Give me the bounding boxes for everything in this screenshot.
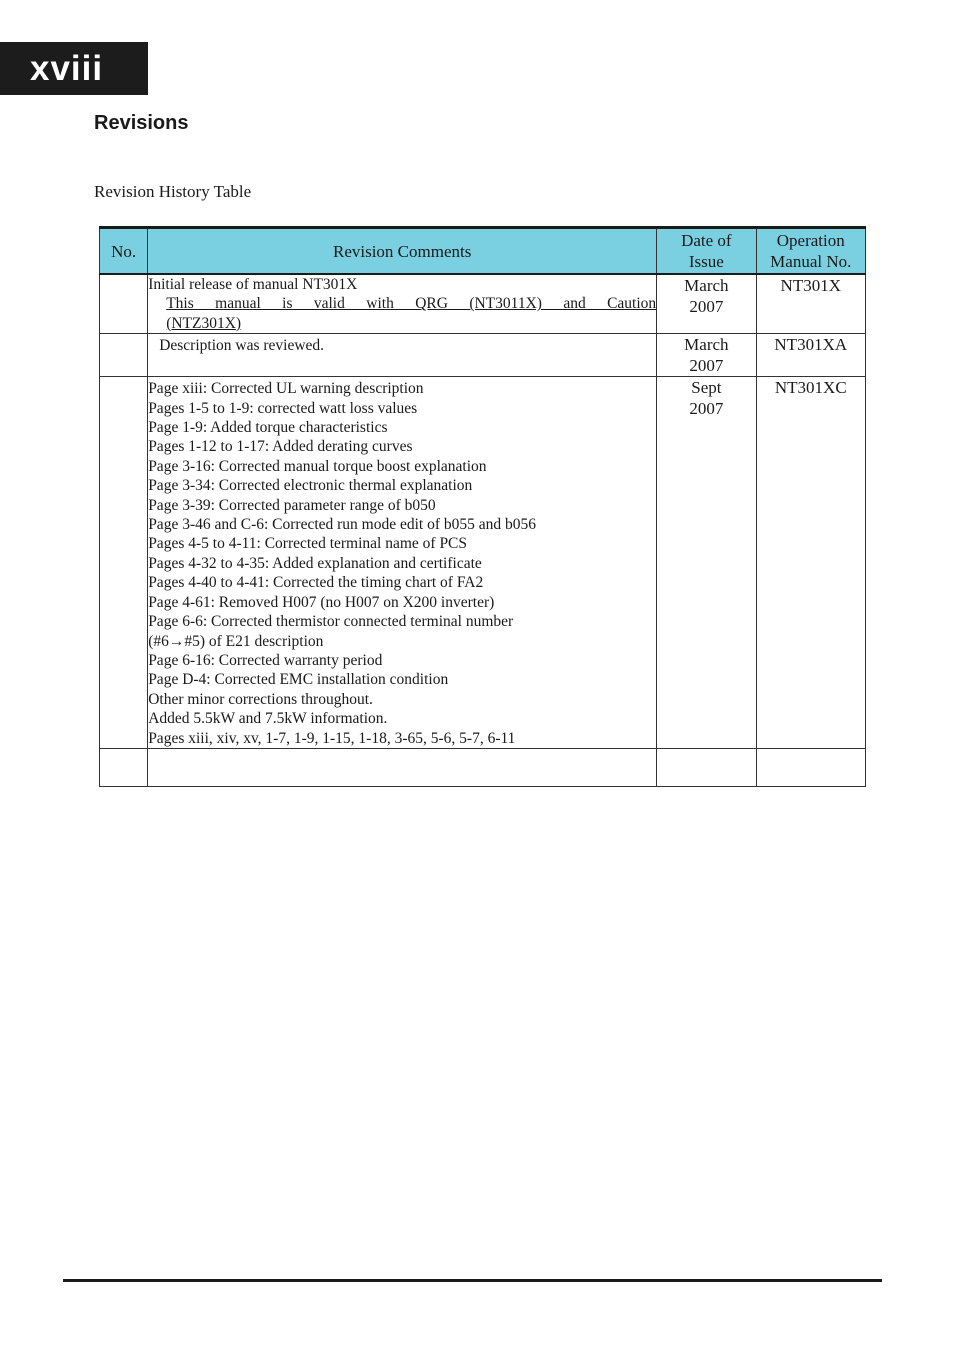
header-date-line1: Date of [681,231,732,250]
comment-line: Pages 4-40 to 4-41: Corrected the timing chart of FA2 [148,574,484,592]
table-row [100,334,866,377]
row-date-cell [657,334,756,377]
row-comments-cell [148,274,657,334]
comment-line: Pages 1-12 to 1-17: Added derating curves [148,438,413,456]
comment-line: Page 6-6: Corrected thermistor connected terminal number [148,613,514,631]
row-comments-cell [148,377,657,749]
comment-line-underlined: This manual is valid with QRG (NT3011X) and Caution [166,295,657,313]
row-no-cell [100,334,148,377]
date-year: 2007 [689,356,724,376]
comment-line: Page 4-61: Removed H007 (no H007 on X200 inverter) [148,593,495,611]
row-manual-cell: NT301X [756,274,865,334]
comment-line: Page D-4: Corrected EMC installation condition [148,671,449,689]
header-date-of-issue [657,228,756,275]
row-comments-cell [148,334,657,377]
table-row [100,377,866,749]
row-no-cell [100,377,148,749]
date-month: Sept [691,378,722,398]
comment-line: Pages 4-5 to 4-11: Corrected terminal name of PCS [148,535,468,553]
row-manual-cell: NT301XA [756,334,865,377]
row-no-cell [100,274,148,334]
comment-line-underlined: (NTZ301X) [166,314,242,332]
header-no: No. [100,228,148,275]
table-header-row [100,228,866,275]
header-operation-manual-no [756,228,865,275]
comment-line: Pages 4-32 to 4-35: Added explanation and certificate [148,554,482,572]
table-row [100,274,866,334]
header-manual-line1: Operation [776,231,845,250]
comment-line: Page xiii: Corrected UL warning description [148,380,424,398]
section-title: Revisions [94,112,189,134]
comment-line: Pages 1-5 to 1-9: corrected watt loss values [148,399,418,417]
row-date-cell [657,748,756,786]
date-year: 2007 [689,399,724,419]
row-comments-cell [148,748,657,786]
comment-line: Other minor corrections throughout. [148,690,373,708]
table-caption: Revision History Table [94,182,252,201]
comment-line: Page 1-9: Added torque characteristics [148,419,388,437]
row-date-cell [657,377,756,749]
comment-line: Page 3-16: Corrected manual torque boost explanation [148,457,487,475]
date-month: March [684,276,729,295]
comment-line: Page 3-39: Corrected parameter range of b050 [148,496,436,514]
comment-line: Initial release of manual NT301X [148,276,358,293]
header-revision-comments: Revision Comments [148,228,657,275]
comment-line: Pages xiii, xiv, xv, 1-7, 1-9, 1-15, 1-18, 3-65, 5-6, 5-7, 6-11 [148,729,516,747]
page-number-tab: xviii [0,42,148,95]
footer-rule [63,1279,882,1282]
revision-history-table [99,226,866,787]
date-year: 2007 [689,297,724,316]
table-row [100,748,866,786]
comment-line: Description was reviewed. [159,337,325,355]
date-month: March [684,335,729,355]
row-date-cell [657,274,756,334]
row-manual-cell: NT301XC [756,377,865,749]
comment-line: Page 6-16: Corrected warranty period [148,651,383,669]
comment-line: Page 3-34: Corrected electronic thermal explanation [148,477,473,495]
header-manual-line2: Manual No. [770,252,852,271]
row-manual-cell [756,748,865,786]
comment-line: Page 3-46 and C-6: Corrected run mode edit of b055 and b056 [148,516,537,534]
comment-line: (#6→#5) of E21 description [148,632,324,650]
comment-line: Added 5.5kW and 7.5kW information. [148,710,388,728]
header-date-line2: Issue [688,252,724,271]
row-no-cell [100,748,148,786]
